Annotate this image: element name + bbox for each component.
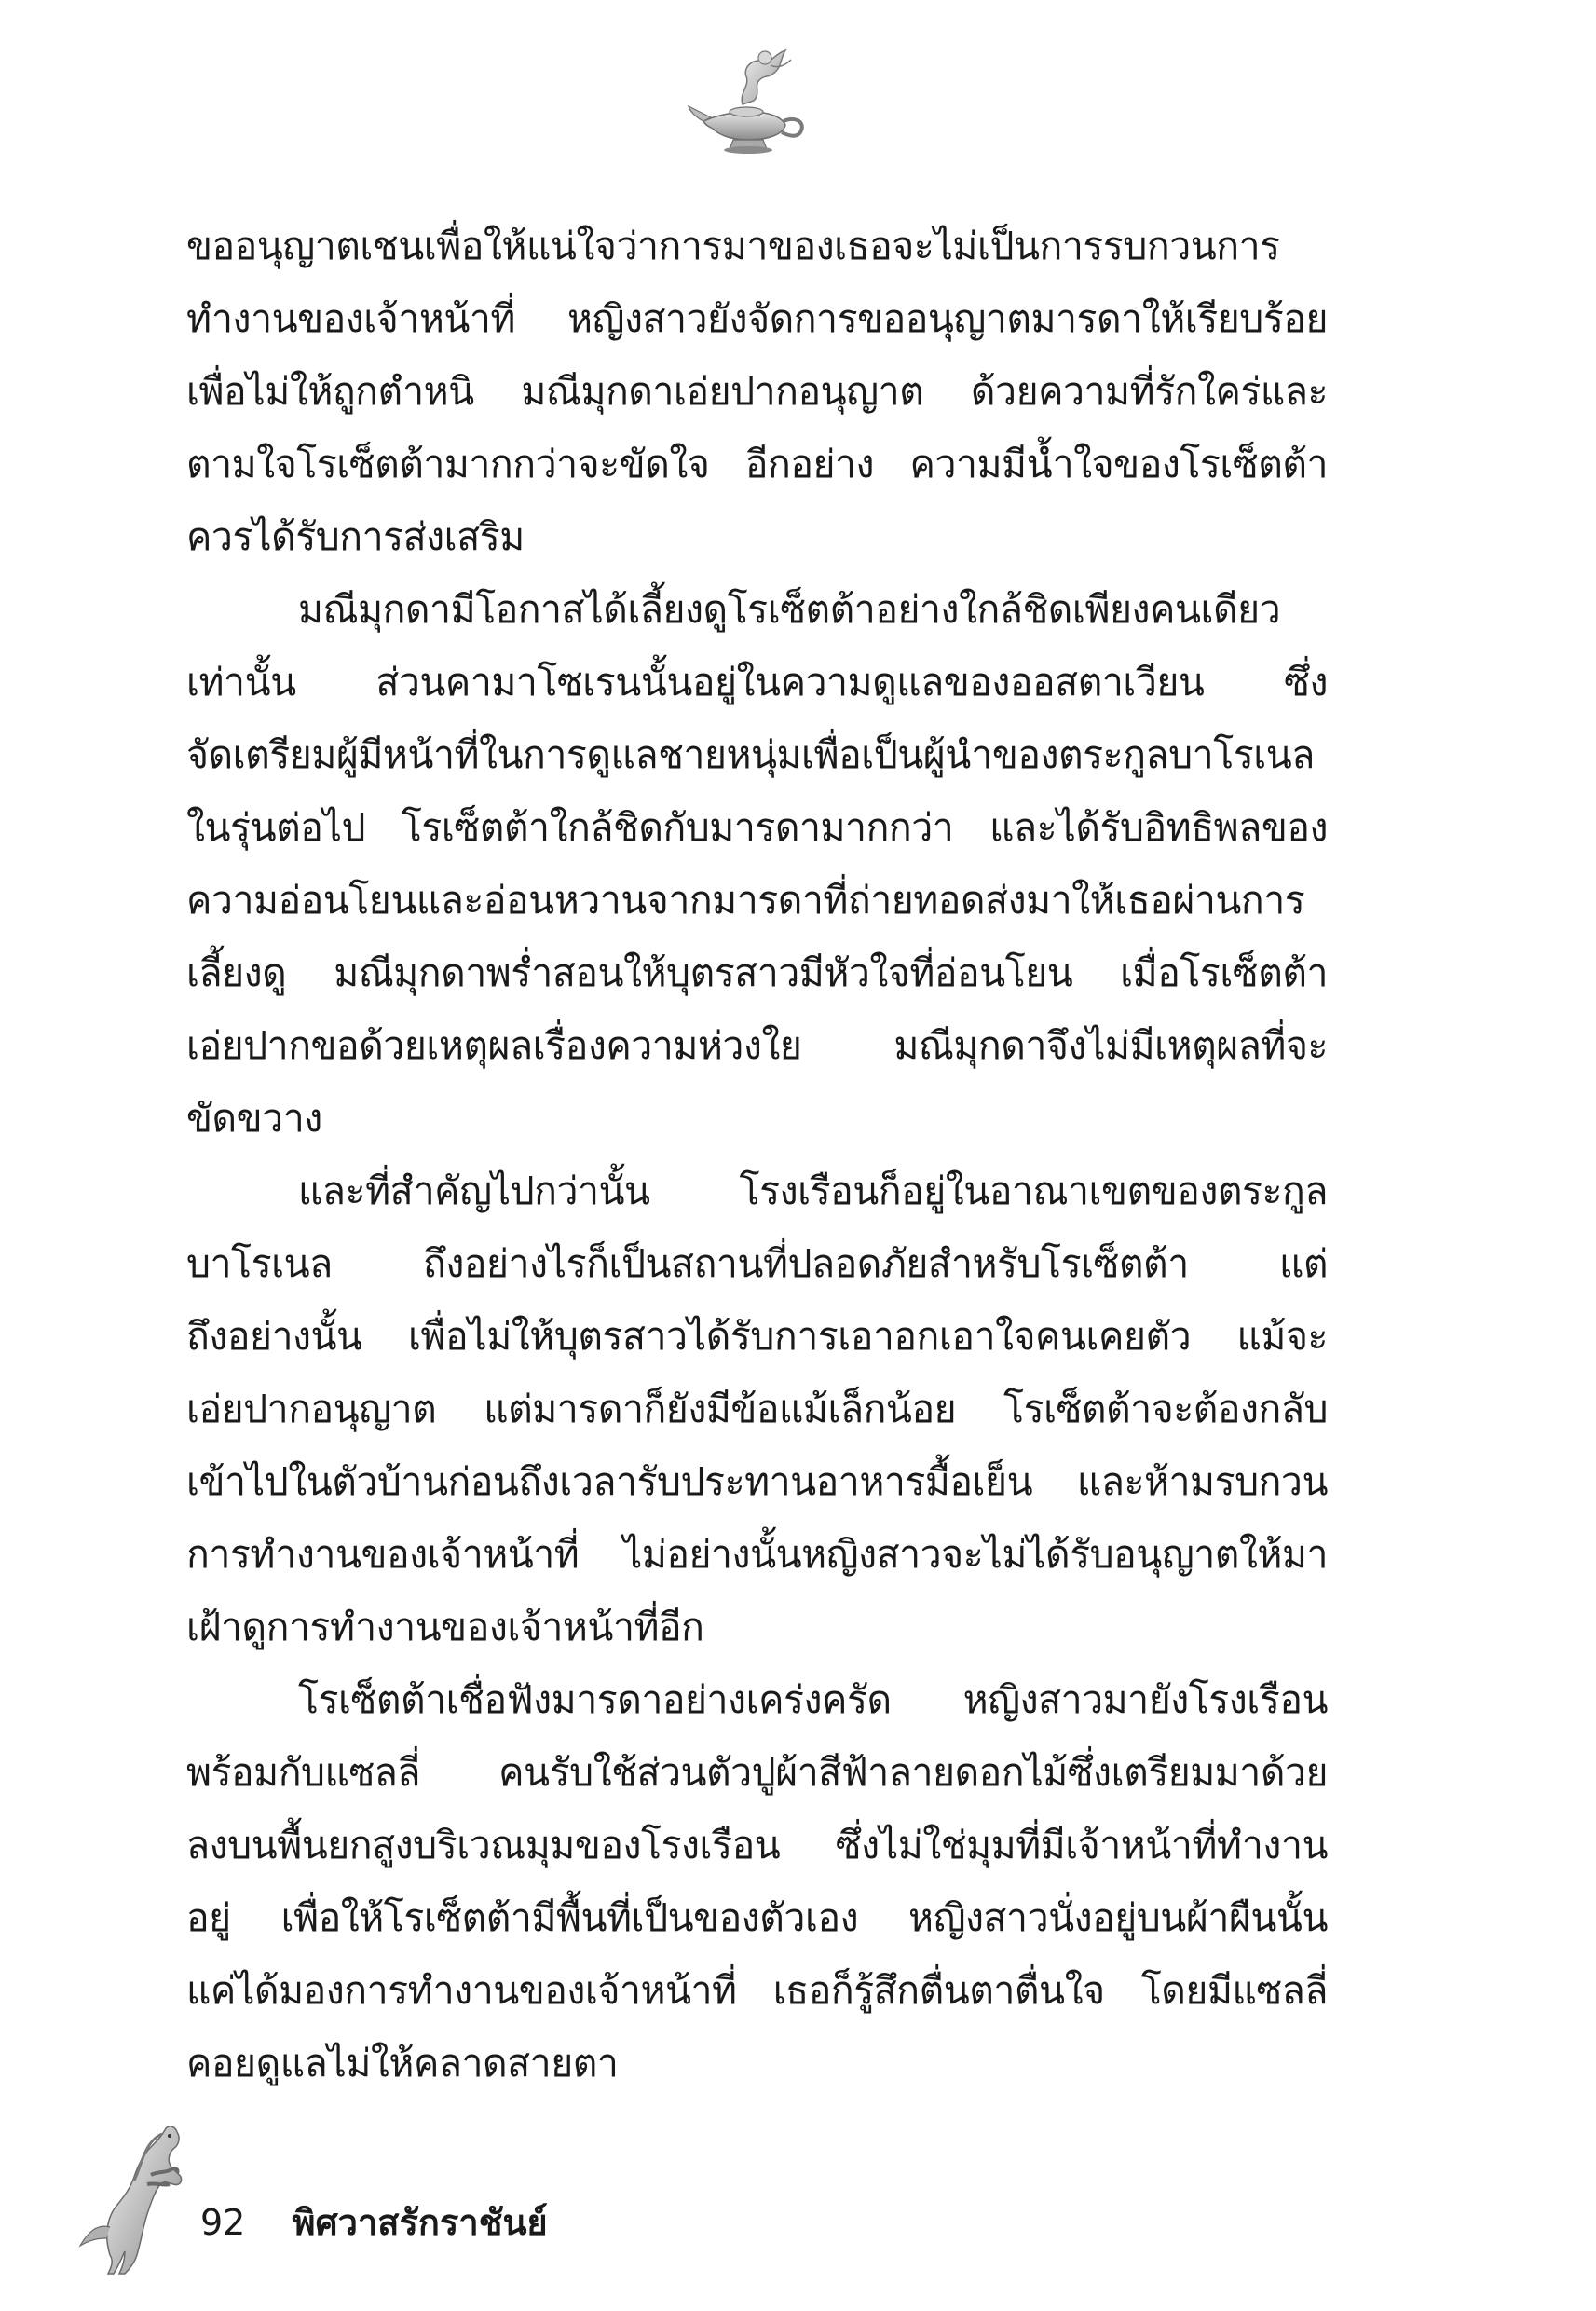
page-number: 92 bbox=[200, 2202, 246, 2243]
text-line: เอ่ยปากขอด้วยเหตุผลเรื่องความห่วงใย มณีมุกดาจึงไม่มีเหตุผลที่จะ bbox=[186, 1023, 1328, 1068]
running-title: พิศวาสรักราชันย์ bbox=[292, 2202, 548, 2243]
text-line: พร้อมกับแซลลี่ คนรับใช้ส่วนตัวปูผ้าสีฟ้าลายดอกไม้ซึ่งเตรียมมาด้วย bbox=[186, 1750, 1328, 1795]
text-line: ทำงานของเจ้าหน้าที่ หญิงสาวยังจัดการขออนุญาตมารดาให้เรียบร้อย bbox=[186, 296, 1328, 341]
text-line: โรเซ็ตต้าเชื่อฟังมารดาอย่างเคร่งครัด หญิงสาวมายังโรงเรือน bbox=[298, 1677, 1328, 1722]
text-line: เข้าไปในตัวบ้านก่อนถึงเวลารับประทานอาหารมื้อเย็น และห้ามรบกวน bbox=[186, 1459, 1328, 1504]
rearing-horse-icon bbox=[73, 2115, 194, 2278]
text-line: ถึงอย่างนั้น เพื่อไม่ให้บุตรสาวได้รับการเอาอกเอาใจคนเคยตัว แม้จะ bbox=[186, 1314, 1328, 1359]
text-line: คอยดูแลไม่ให้คลาดสายตา bbox=[186, 2041, 619, 2085]
text-line: ในรุ่นต่อไป โรเซ็ตต้าใกล้ชิดกับมารดามากกว่า และได้รับอิทธิพลของ bbox=[186, 805, 1328, 850]
text-line: ลงบนพื้นยกสูงบริเวณมุมของโรงเรือน ซึ่งไม่ใช่มุมที่มีเจ้าหน้าที่ทำงาน bbox=[186, 1823, 1328, 1867]
text-line: อยู่ เพื่อให้โรเซ็ตต้ามีพื้นที่เป็นของตัวเอง หญิงสาวนั่งอยู่บนผ้าผืนนั้น bbox=[186, 1895, 1328, 1940]
text-line: ตามใจโรเซ็ตต้ามากกว่าจะขัดใจ อีกอย่าง ความมีน้ำใจของโรเซ็ตต้า bbox=[186, 442, 1328, 486]
text-line: และที่สำคัญไปกว่านั้น โรงเรือนก็อยู่ในอาณาเขตของตระกูล bbox=[298, 1169, 1328, 1213]
text-line: ความอ่อนโยนและอ่อนหวานจากมารดาที่ถ่ายทอดส่งมาให้เธอผ่านการ bbox=[186, 878, 1305, 923]
text-line: เลี้ยงดู มณีมุกดาพร่ำสอนให้บุตรสาวมีหัวใจที่อ่อนโยน เมื่อโรเซ็ตต้า bbox=[186, 950, 1328, 995]
text-line: บาโรเนล ถึงอย่างไรก็เป็นสถานที่ปลอดภัยสำหรับโรเซ็ตต้า แต่ bbox=[186, 1241, 1328, 1286]
text-line: มณีมุกดามีโอกาสได้เลี้ยงดูโรเซ็ตต้าอย่างใกล้ชิดเพียงคนเดียว bbox=[298, 587, 1281, 632]
text-line: ควรได้รับการส่งเสริม bbox=[186, 514, 525, 559]
text-line: แค่ได้มองการทำงานของเจ้าหน้าที่ เธอก็รู้สึกตื่นตาตื่นใจ โดยมีแซลลี่ bbox=[186, 1968, 1328, 2013]
text-line: เอ่ยปากอนุญาต แต่มารดาก็ยังมีข้อแม้เล็กน้อย โรเซ็ตต้าจะต้องกลับ bbox=[186, 1387, 1328, 1431]
text-line: เฝ้าดูการทำงานของเจ้าหน้าที่อีก bbox=[186, 1605, 704, 1649]
text-line: ขออนุญาตเชนเพื่อให้แน่ใจว่าการมาของเธอจะไม่เป็นการรบกวนการ bbox=[186, 224, 1280, 268]
text-line: ขัดขวาง bbox=[186, 1096, 322, 1141]
text-line: จัดเตรียมผู้มีหน้าที่ในการดูแลชายหนุ่มเพื่อเป็นผู้นำของตระกูลบาโรเนล bbox=[186, 732, 1315, 777]
text-line: เพื่อไม่ให้ถูกตำหนิ มณีมุกดาเอ่ยปากอนุญาต ด้วยความที่รักใคร่และ bbox=[186, 369, 1328, 414]
body-text bbox=[186, 210, 1328, 2099]
genie-lamp-icon bbox=[685, 37, 815, 168]
text-line: การทำงานของเจ้าหน้าที่ ไม่อย่างนั้นหญิงสาวจะไม่ได้รับอนุญาตให้มา bbox=[186, 1532, 1328, 1577]
text-line: เท่านั้น ส่วนคามาโซเรนนั้นอยู่ในความดูแลของออสตาเวียน ซึ่ง bbox=[186, 660, 1328, 704]
page-footer bbox=[200, 2199, 548, 2246]
